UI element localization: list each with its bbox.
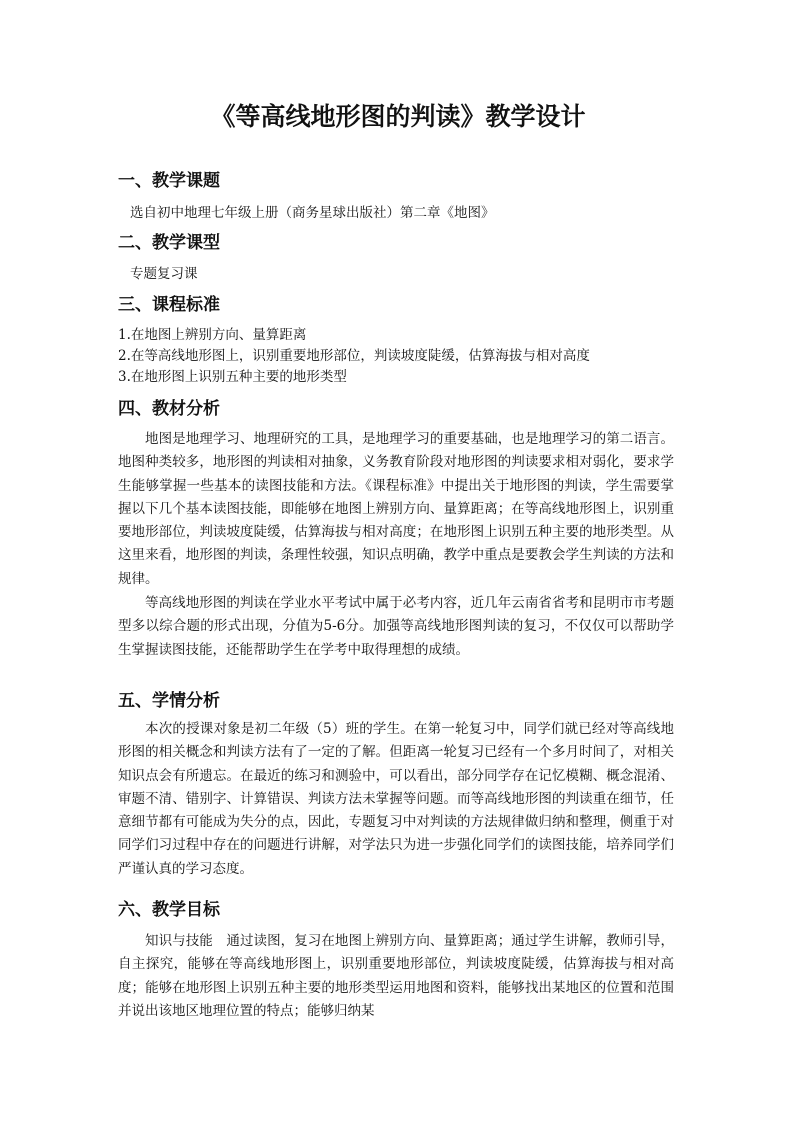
standard-item: 2.在等高线地形图上，识别重要地形部位，判读坡度陡缓，估算海拔与相对高度 (118, 348, 590, 364)
standard-item: 3.在地形图上识别五种主要的地形类型 (118, 369, 347, 385)
standard-item: 1.在地图上辨别方向、量算距离 (118, 327, 307, 343)
material-paragraph-2: 等高线地形图的判读在学业水平考试中属于必考内容，近几年云南省省考和昆明市市考题型多以综合题的形式出现，分值为5-6分。加强等高线地形图判读的复习，不仅仅可以帮助学生掌握读图技能，还能帮助学生在学考中取得理想的成绩。 (118, 595, 674, 658)
material-paragraph-1: 地图是地理学习、地理研究的工具，是地理学习的重要基础，也是地理学习的第二语言。地图种类较多，地形图的判读相对抽象，义务教育阶段对地形图的判读要求相对弱化，要求学生能够掌握一些基本的读图技能和方法。《课程标准》中提出关于地形图的判读，学生需要掌握以下几个基本读图技能，即能够在地图上辨别方向、量算距离；在等高线地形图上，识别重要地形部位，判读坡度陡缓，估算海拔与相对高度；在地形图上识别五种主要的地形类型。从这里来看，地形图的判读，条理性较强，知识点明确，教学中重点是要教会学生判读的方法和规律。 (118, 431, 674, 587)
section-heading-material: 四、教材分析 (118, 399, 220, 419)
section-heading-topic: 一、教学课题 (118, 171, 220, 191)
topic-text: 选自初中地理七年级上册（商务星球出版社）第二章《地图》 (130, 205, 495, 221)
goals-paragraph: 知识与技能 通过读图，复习在地图上辨别方向、量算距离；通过学生讲解，教师引导，自主探究，能够在等高线地形图上，识别重要地形部位，判读坡度陡缓，估算海拔与相对高度；能够在地形图上识别五种主要的地形类型运用地图和资料，能够找出某地区的位置和范围并说出该地区地理位置的特点；能够归纳某 (118, 933, 674, 1019)
section-heading-type: 二、教学课型 (118, 233, 220, 253)
section-heading-standards: 三、课程标准 (118, 295, 220, 315)
type-text: 专题复习课 (130, 266, 198, 282)
document-title: 《等高线地形图的判读》教学设计 (210, 102, 586, 131)
section-heading-goals: 六、教学目标 (118, 900, 220, 920)
students-paragraph: 本次的授课对象是初二年级（5）班的学生。在第一轮复习中，同学们就已经对等高线地形图的相关概念和判读方法有了一定的了解。但距离一轮复习已经有一个多月时间了，对相关知识点会有所遗忘。在最近的练习和测验中，可以看出，部分同学存在记忆模糊、概念混淆、审题不清、错别字、计算错误、判读方法未掌握等问题。而等高线地形图的判读重在细节，任意细节都有可能成为失分的点，因此，专题复习中对判读的方法规律做归纳和整理，侧重于对同学们习过程中存在的问题进行讲解，对学法只为进一步强化同学们的读图技能，培养同学们严谨认真的学习态度。 (118, 721, 674, 877)
section-heading-students: 五、学情分析 (118, 691, 220, 711)
